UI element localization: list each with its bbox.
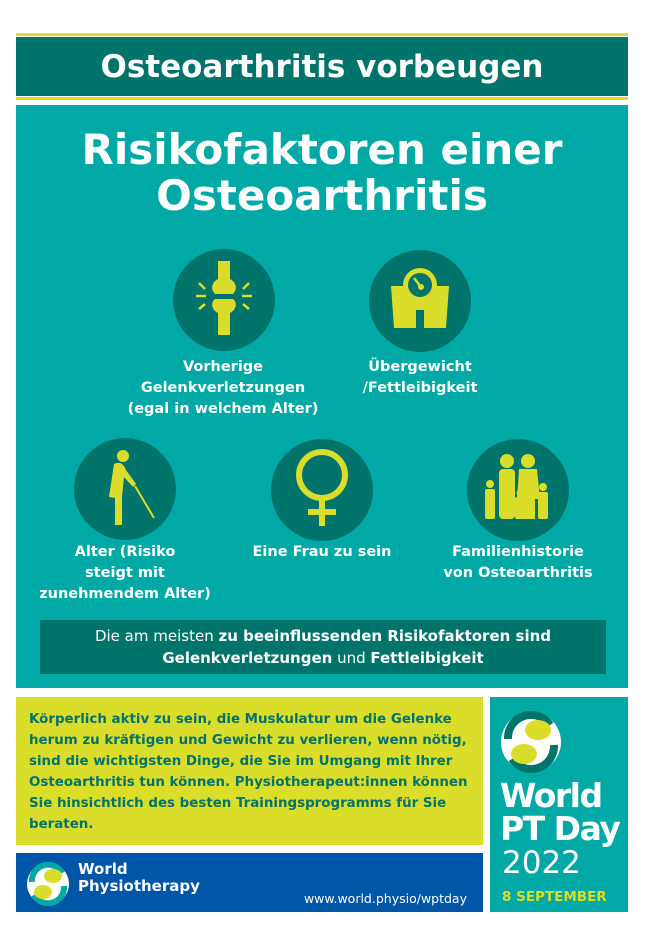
note-bold: zu beeinflussenden Risikofaktoren sind bbox=[218, 627, 552, 645]
risk-factors-panel bbox=[16, 105, 628, 688]
footer-bar bbox=[16, 853, 483, 912]
world-pt-day-logo-icon bbox=[500, 711, 562, 773]
note-bold: Gelenkverletzungen bbox=[162, 649, 333, 667]
org-line: Physiotherapy bbox=[78, 877, 200, 895]
key-message bbox=[40, 620, 606, 674]
page-title bbox=[16, 37, 628, 96]
advice-text: Körperlich aktiv zu sein, die Muskulatur um die Gelenke herum zu kräftigen und Gewicht zu verlieren, wenn nötig, sind die wichtigsten Dinge, die Sie im Umgang mit Ihrer Osteoarthritis tun können. Physiotherapeut:innen können Sie hinsichtlich des besten Trainingsprogramms für Sie beraten. bbox=[29, 712, 468, 832]
label-line: Eine Frau zu sein bbox=[252, 544, 392, 560]
label-line: von Osteoarthritis bbox=[443, 565, 593, 581]
event-line: World bbox=[500, 776, 602, 815]
world-pt-day-panel bbox=[490, 697, 628, 912]
event-year: 2022 bbox=[502, 845, 581, 881]
org-line: World bbox=[78, 860, 128, 878]
title-rule bbox=[16, 97, 628, 100]
note-text: Die am meisten bbox=[94, 627, 219, 645]
factor-label-overweight bbox=[300, 357, 540, 399]
event-title bbox=[500, 776, 620, 848]
label-line: steigt mit bbox=[85, 565, 165, 581]
label-line: Vorherige bbox=[182, 359, 264, 375]
label-line: Familienhistorie bbox=[452, 544, 584, 560]
factor-label-family-history bbox=[398, 542, 638, 584]
panel-heading bbox=[16, 127, 628, 219]
title-text: Osteoarthritis vorbeugen bbox=[100, 48, 544, 85]
label-line: zunehmendem Alter) bbox=[39, 586, 211, 602]
event-date: 8 SEPTEMBER bbox=[502, 889, 607, 905]
label-line: (egal in welchem Alter) bbox=[127, 401, 319, 417]
label-line: Alter (Risiko bbox=[74, 544, 176, 560]
website-link[interactable]: www.world.physio/wptday bbox=[303, 891, 467, 906]
scale-icon bbox=[369, 250, 471, 352]
event-line: PT Day bbox=[500, 809, 620, 848]
label-line: Gelenkverletzungen bbox=[140, 380, 306, 396]
heading-line: Osteoarthritis bbox=[156, 171, 488, 220]
top-rule bbox=[16, 33, 628, 36]
label-line: Übergewicht bbox=[368, 359, 472, 375]
female-symbol-icon bbox=[271, 439, 373, 541]
organization-name bbox=[78, 861, 200, 895]
elderly-person-cane-icon bbox=[74, 438, 176, 540]
heading-line: Risikofaktoren einer bbox=[81, 125, 563, 174]
advice-box bbox=[16, 697, 483, 845]
note-bold: Fettleibigkeit bbox=[370, 649, 484, 667]
label-line: /Fettleibigkeit bbox=[362, 380, 478, 396]
note-text: und bbox=[332, 649, 371, 667]
knee-joint-icon bbox=[173, 249, 275, 351]
family-icon bbox=[467, 439, 569, 541]
world-physiotherapy-logo-icon bbox=[26, 862, 70, 906]
